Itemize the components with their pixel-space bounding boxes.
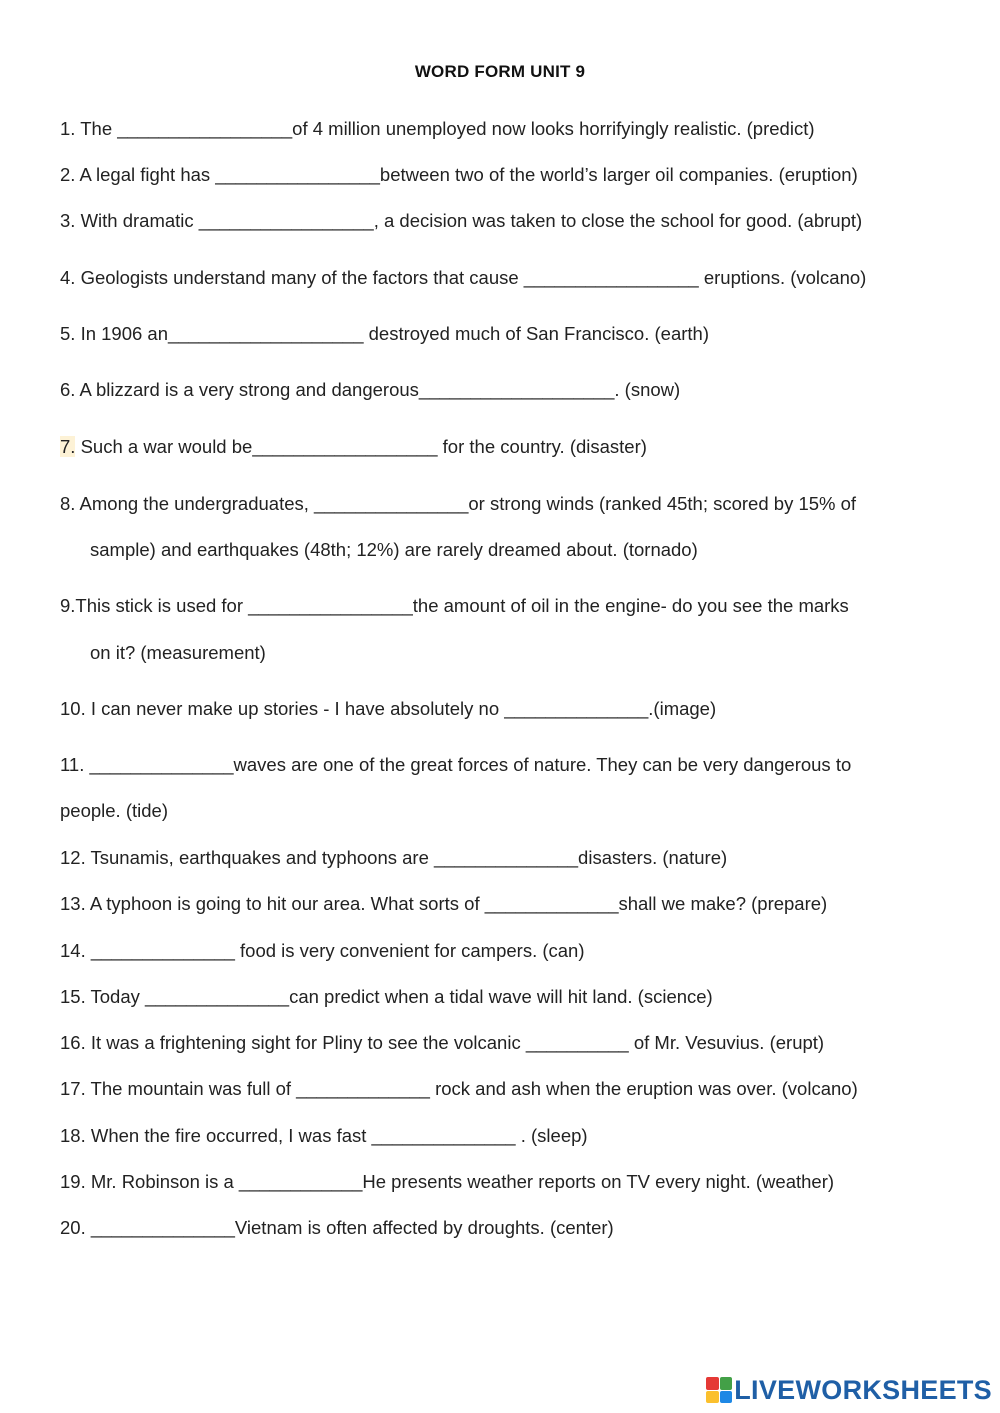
question-2: 2. A legal fight has ________________between two of the world’s larger oil companies. (eruption) xyxy=(60,164,858,185)
question-15: 15. Today ______________can predict when a tidal wave will hit land. (science) xyxy=(60,986,713,1007)
question-18: 18. When the fire occurred, I was fast ______________ . (sleep) xyxy=(60,1125,588,1146)
question-1: 1. The _________________of 4 million unemployed now looks horrifyingly realistic. (predict) xyxy=(60,118,815,139)
question-3: 3. With dramatic _________________, a decision was taken to close the school for good. (abrupt) xyxy=(60,210,863,231)
question-17: 17. The mountain was full of _____________ rock and ash when the eruption was over. (volcano) xyxy=(60,1078,858,1099)
question-20: 20. ______________Vietnam is often affected by droughts. (center) xyxy=(60,1217,614,1238)
question-11-continued: people. (tide) xyxy=(60,800,168,821)
question-9-continued: on it? (measurement) xyxy=(90,642,266,663)
logo-square-red xyxy=(706,1377,719,1390)
question-12: 12. Tsunamis, earthquakes and typhoons are ______________disasters. (nature) xyxy=(60,847,728,868)
question-8-continued: sample) and earthquakes (48th; 12%) are rarely dreamed about. (tornado) xyxy=(90,539,698,560)
liveworksheets-logo xyxy=(706,1375,992,1405)
question-13: 13. A typhoon is going to hit our area. What sorts of _____________shall we make? (prepare) xyxy=(60,893,828,914)
question-4: 4. Geologists understand many of the factors that cause _________________ eruptions. (volcano) xyxy=(60,267,867,288)
question-11: 11. ______________waves are one of the great forces of nature. They can be very dangerous to xyxy=(60,754,852,775)
question-7-number: 7. xyxy=(60,436,76,457)
question-14: 14. ______________ food is very convenient for campers. (can) xyxy=(60,940,585,961)
question-19: 19. Mr. Robinson is a ____________He presents weather reports on TV every night. (weather) xyxy=(60,1171,835,1192)
logo-text: LIVEWORKSHEETS xyxy=(734,1374,992,1405)
page-title: WORD FORM UNIT 9 xyxy=(414,62,586,81)
question-6: 6. A blizzard is a very strong and dangerous___________________. (snow) xyxy=(60,379,681,400)
logo-square-yellow xyxy=(706,1391,719,1404)
question-9: 9.This stick is used for ________________the amount of oil in the engine- do you see the marks xyxy=(60,595,849,616)
question-8: 8. Among the undergraduates, _______________or strong winds (ranked 45th; scored by 15% of xyxy=(60,493,857,514)
question-16: 16. It was a frightening sight for Pliny to see the volcanic __________ of Mr. Vesuvius. (erupt) xyxy=(60,1032,825,1053)
question-5: 5. In 1906 an___________________ destroyed much of San Francisco. (earth) xyxy=(60,323,709,344)
question-7 xyxy=(60,436,647,458)
question-10: 10. I can never make up stories - I have absolutely no ______________.(image) xyxy=(60,698,717,719)
logo-square-blue xyxy=(720,1391,733,1404)
logo-square-green xyxy=(720,1377,733,1390)
logo-icon xyxy=(706,1377,732,1403)
question-7-text: Such a war would be__________________ for the country. (disaster) xyxy=(75,436,647,457)
